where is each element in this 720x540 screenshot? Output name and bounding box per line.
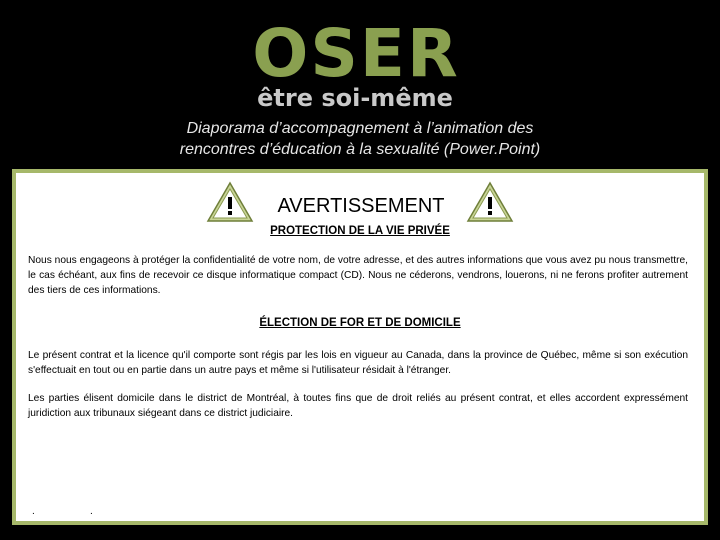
jurisdiction-heading: ÉLECTION DE FOR ET DE DOMICILE [259, 317, 461, 329]
subtitle-line-1: Diaporama d’accompagnement à l’animation des [186, 120, 534, 137]
jurisdiction-text-2: Les parties élisent domicile dans le district de Montréal, à toutes fins que de droit reliés au présent contrat, et elles accordent expressément juridiction aux tribunaux siégeant dans ce district judiciaire. [28, 393, 688, 419]
warning-triangle-icon [466, 181, 514, 223]
footer-marks: . . [32, 506, 93, 517]
warning-panel [12, 169, 708, 525]
jurisdiction-text-1: Le présent contrat et la licence qu'il comporte sont régis par les lois en vigueur au Canada, dans la province de Québec, même si son exécution s'effectuait en tout ou en partie dans un autre pays et même si l'utilisateur résidait à l'étranger. [28, 350, 688, 376]
privacy-heading: PROTECTION DE LA VIE PRIVÉE [270, 225, 450, 237]
warning-title: AVERTISSEMENT [277, 195, 445, 217]
privacy-text: Nous nous engageons à protéger la confidentialité de votre nom, de votre adresse, et des autres informations que vous avez pu nous transmettre, le cas échéant, aux fins de recevoir ce disque informatique compact (CD). Nous ne céderons, vendrons, louerons, ni ne ferons profiter autrement des tiers de ces informations. [28, 255, 688, 296]
logo [0, 15, 720, 112]
logo-tagline: être soi-même [257, 84, 453, 112]
subtitle [0, 118, 720, 160]
warning-triangle-icon [206, 181, 254, 223]
warning-header [16, 179, 704, 223]
logo-word: OSER [252, 15, 460, 92]
subtitle-line-2: rencontres d’éducation à la sexualité (Power.Point) [179, 141, 541, 158]
